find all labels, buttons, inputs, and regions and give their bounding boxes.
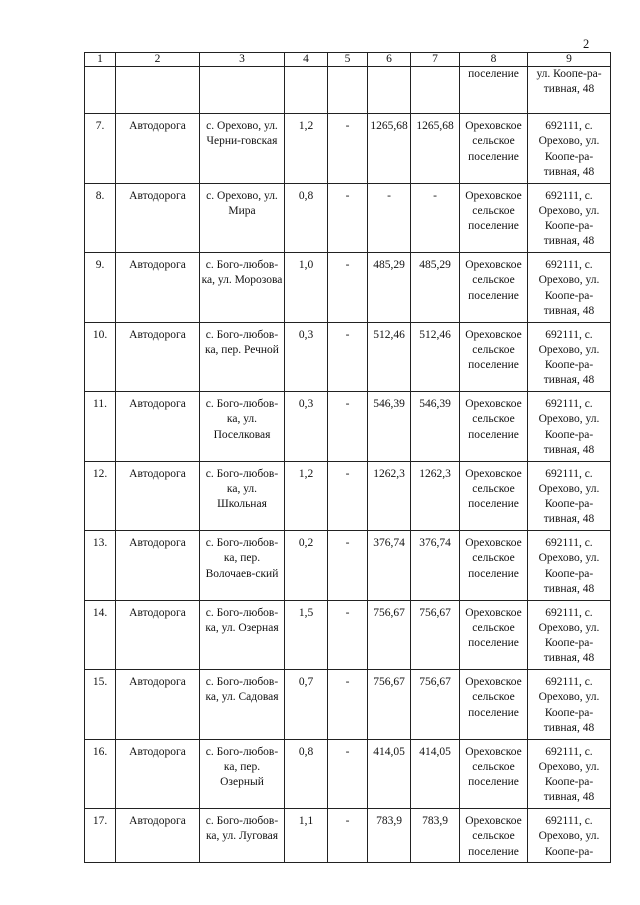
cell-owner: Ореховское сельское поселение <box>460 392 528 462</box>
column-number-row <box>85 53 611 67</box>
column-number: 2 <box>116 53 200 67</box>
cell-object-type: Автодорога <box>116 670 200 740</box>
cell-object-type: Автодорога <box>116 600 200 670</box>
cell-number: 17. <box>85 809 116 863</box>
page-number: 2 <box>583 37 590 51</box>
table-row <box>85 114 611 184</box>
cell-col6: 546,39 <box>368 392 411 462</box>
cell-address: 692111, с. Орехово, ул. Коопе-ра-тивная, 48 <box>528 670 611 740</box>
cell-address: 692111, с. Орехово, ул. Коопе-ра-тивная, 48 <box>528 392 611 462</box>
cell-col7: 485,29 <box>411 253 460 323</box>
cell-location: с. Бого-любов-ка, ул. Озерная <box>200 600 285 670</box>
cell-length: 0,8 <box>285 183 328 253</box>
cell-empty <box>285 67 328 114</box>
column-number: 4 <box>285 53 328 67</box>
cell-length: 0,7 <box>285 670 328 740</box>
cell-col5: - <box>328 670 368 740</box>
cell-number: 15. <box>85 670 116 740</box>
cell-object-type: Автодорога <box>116 253 200 323</box>
cell-location: с. Орехово, ул. Черни-говская <box>200 114 285 184</box>
column-number: 7 <box>411 53 460 67</box>
cell-col6: 414,05 <box>368 739 411 809</box>
cell-col5: - <box>328 392 368 462</box>
cell-owner: Ореховское сельское поселение <box>460 670 528 740</box>
cell-col5: - <box>328 531 368 601</box>
cell-col7: 783,9 <box>411 809 460 863</box>
table-row <box>85 253 611 323</box>
cell-number: 11. <box>85 392 116 462</box>
cell-col6: 1262,3 <box>368 461 411 531</box>
cell-col7: 546,39 <box>411 392 460 462</box>
table-row <box>85 183 611 253</box>
cell-col5: - <box>328 114 368 184</box>
cell-owner: Ореховское сельское поселение <box>460 739 528 809</box>
cell-location: с. Бого-любов-ка, ул. Садовая <box>200 670 285 740</box>
cell-owner: Ореховское сельское поселение <box>460 114 528 184</box>
cell-length: 0,3 <box>285 322 328 392</box>
cell-col7: 512,46 <box>411 322 460 392</box>
table-row <box>85 322 611 392</box>
cell-owner: Ореховское сельское поселение <box>460 322 528 392</box>
table-row <box>85 739 611 809</box>
table-row <box>85 461 611 531</box>
cell-col7: 414,05 <box>411 739 460 809</box>
cell-owner: Ореховское сельское поселение <box>460 253 528 323</box>
cell-empty <box>411 67 460 114</box>
cell-address: 692111, с. Орехово, ул. Коопе-ра-тивная, 48 <box>528 322 611 392</box>
cell-number: 9. <box>85 253 116 323</box>
cell-owner: Ореховское сельское поселение <box>460 461 528 531</box>
cell-length: 0,2 <box>285 531 328 601</box>
column-number: 3 <box>200 53 285 67</box>
cell-col7: 376,74 <box>411 531 460 601</box>
cell-owner: поселение <box>460 67 528 114</box>
cell-address: 692111, с. Орехово, ул. Коопе-ра-тивная, 48 <box>528 600 611 670</box>
cell-col6: 376,74 <box>368 531 411 601</box>
cell-owner: Ореховское сельское поселение <box>460 600 528 670</box>
cell-col5: - <box>328 739 368 809</box>
cell-address: 692111, с. Орехово, ул. Коопе-ра-тивная, 48 <box>528 739 611 809</box>
cell-length: 0,3 <box>285 392 328 462</box>
cell-location: с. Бого-любов-ка, пер. Озерный <box>200 739 285 809</box>
cell-location: с. Бого-любов-ка, ул. Поселковая <box>200 392 285 462</box>
column-number: 9 <box>528 53 611 67</box>
cell-empty <box>85 67 116 114</box>
cell-address: 692111, с. Орехово, ул. Коопе-ра-тивная, 48 <box>528 461 611 531</box>
cell-col7: 1265,68 <box>411 114 460 184</box>
cell-location: с. Бого-любов-ка, пер. Речной <box>200 322 285 392</box>
cell-object-type: Автодорога <box>116 114 200 184</box>
table-row <box>85 392 611 462</box>
cell-col7: 756,67 <box>411 670 460 740</box>
cell-col6: 485,29 <box>368 253 411 323</box>
cell-number: 7. <box>85 114 116 184</box>
cell-location: с. Орехово, ул. Мира <box>200 183 285 253</box>
cell-col5: - <box>328 253 368 323</box>
cell-location: с. Бого-любов-ка, пер. Волочаев-ский <box>200 531 285 601</box>
cell-number: 10. <box>85 322 116 392</box>
cell-number: 14. <box>85 600 116 670</box>
cell-address: 692111, с. Орехово, ул. Коопе-ра- <box>528 809 611 863</box>
cell-col6: 756,67 <box>368 600 411 670</box>
cell-location: с. Бого-любов-ка, ул. Морозова <box>200 253 285 323</box>
cell-col5: - <box>328 322 368 392</box>
cell-number: 16. <box>85 739 116 809</box>
cell-owner: Ореховское сельское поселение <box>460 183 528 253</box>
cell-col6: 756,67 <box>368 670 411 740</box>
cell-address: ул. Коопе-ра-тивная, 48 <box>528 67 611 114</box>
cell-address: 692111, с. Орехово, ул. Коопе-ра-тивная, 48 <box>528 114 611 184</box>
cell-location: с. Бого-любов-ка, ул. Луговая <box>200 809 285 863</box>
cell-object-type: Автодорога <box>116 739 200 809</box>
cell-col5: - <box>328 461 368 531</box>
cell-object-type: Автодорога <box>116 461 200 531</box>
table-row <box>85 600 611 670</box>
table-row <box>85 809 611 863</box>
cell-object-type: Автодорога <box>116 183 200 253</box>
table-row <box>85 670 611 740</box>
cell-number: 13. <box>85 531 116 601</box>
cell-length: 1,1 <box>285 809 328 863</box>
cell-owner: Ореховское сельское поселение <box>460 531 528 601</box>
road-register-table <box>84 52 611 863</box>
cell-object-type: Автодорога <box>116 392 200 462</box>
cell-address: 692111, с. Орехово, ул. Коопе-ра-тивная, 48 <box>528 183 611 253</box>
cell-length: 1,0 <box>285 253 328 323</box>
column-number: 1 <box>85 53 116 67</box>
cell-col7: 756,67 <box>411 600 460 670</box>
column-number: 5 <box>328 53 368 67</box>
cell-address: 692111, с. Орехово, ул. Коопе-ра-тивная, 48 <box>528 531 611 601</box>
cell-length: 1,2 <box>285 461 328 531</box>
cell-length: 0,8 <box>285 739 328 809</box>
cell-col7: - <box>411 183 460 253</box>
cell-col6: 783,9 <box>368 809 411 863</box>
cell-number: 8. <box>85 183 116 253</box>
cell-address: 692111, с. Орехово, ул. Коопе-ра-тивная, 48 <box>528 253 611 323</box>
cell-col7: 1262,3 <box>411 461 460 531</box>
cell-col6: - <box>368 183 411 253</box>
cell-empty <box>328 67 368 114</box>
cell-object-type: Автодорога <box>116 809 200 863</box>
cell-col5: - <box>328 600 368 670</box>
column-number: 6 <box>368 53 411 67</box>
table-row <box>85 531 611 601</box>
cell-owner: Ореховское сельское поселение <box>460 809 528 863</box>
cell-length: 1,5 <box>285 600 328 670</box>
cell-col6: 512,46 <box>368 322 411 392</box>
cell-empty <box>368 67 411 114</box>
cell-empty <box>200 67 285 114</box>
cell-location: с. Бого-любов-ка, ул. Школьная <box>200 461 285 531</box>
cell-length: 1,2 <box>285 114 328 184</box>
column-number: 8 <box>460 53 528 67</box>
cell-number: 12. <box>85 461 116 531</box>
cell-object-type: Автодорога <box>116 531 200 601</box>
cell-empty <box>116 67 200 114</box>
continuation-row <box>85 67 611 114</box>
cell-object-type: Автодорога <box>116 322 200 392</box>
cell-col5: - <box>328 183 368 253</box>
cell-col6: 1265,68 <box>368 114 411 184</box>
cell-col5: - <box>328 809 368 863</box>
